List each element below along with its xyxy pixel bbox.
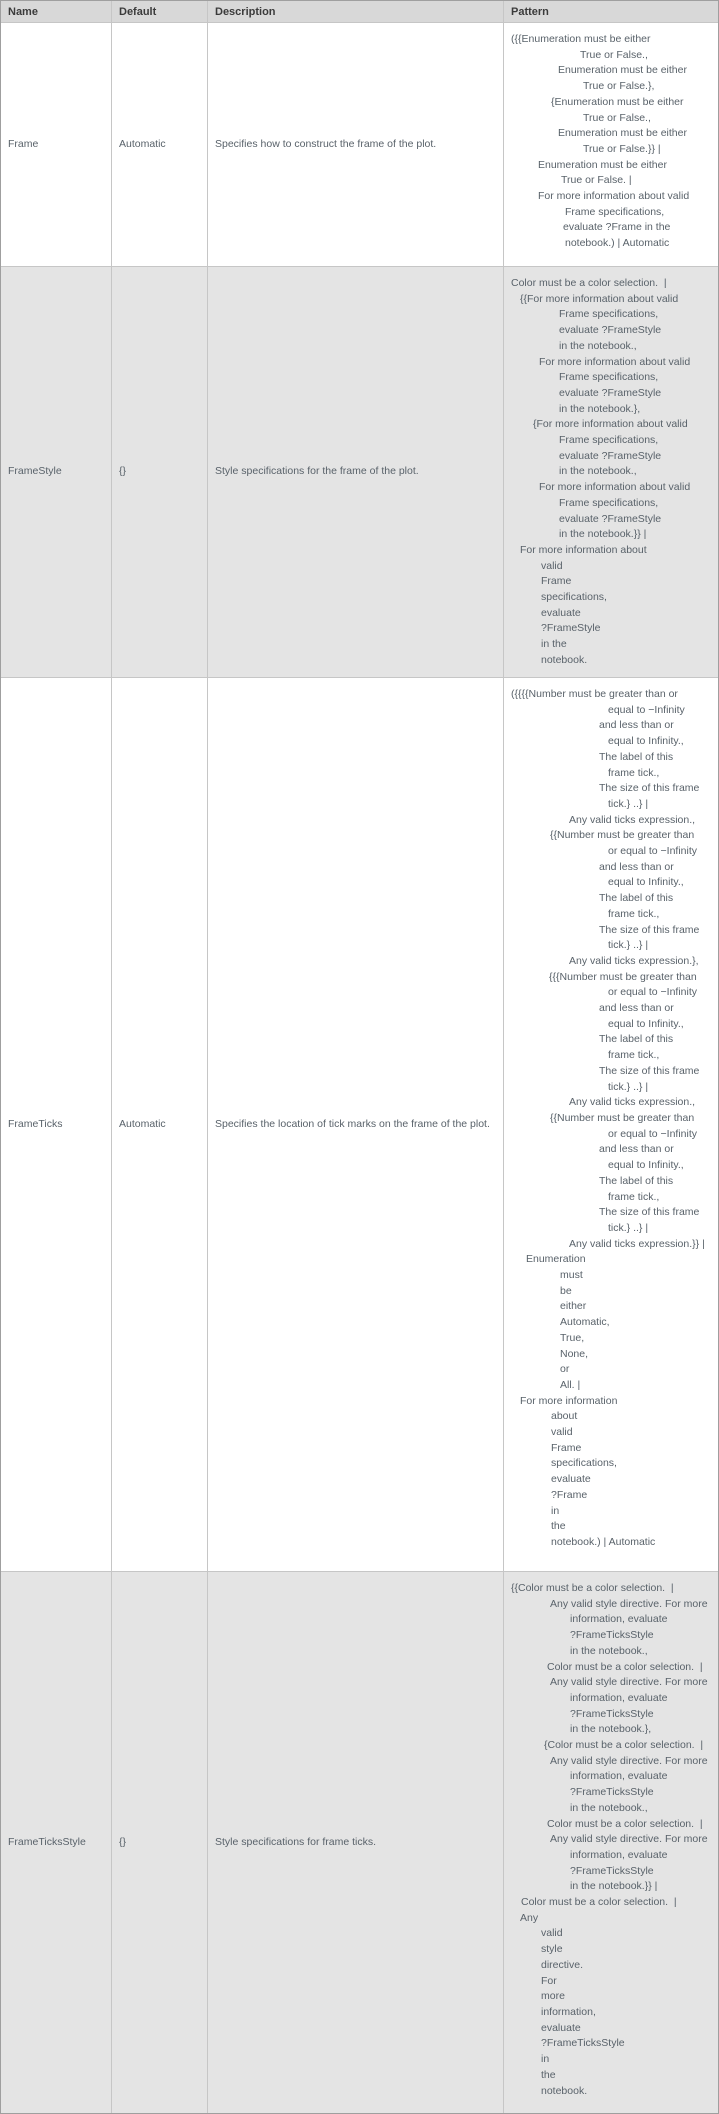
cell-pattern: ({{{{Number must be greater than or equal to −Infinity and less than or equal to Infinity., The label of this frame tick., The size of this frame tick.} ..} | Any valid ticks expression., {{Number must be greater than or equal to −Infinity and less than or equal to Infinity., The label of this frame tick., The size of this frame tick.} ..} | Any valid ticks expression.}, {{{Number must be greater than or equal to −Infinity and less than or equal to Infinity., The label of this frame tick., The size of this frame tick.} ..} | Any valid ticks expression., {{Number must be greater than or equal to −Infinity and less than or equal to Infinity., The label of this frame tick., The size of this frame tick.} ..} | Any valid ticks expression.}} | Enumeration must be either Automatic, True, None, or All. | For more information about valid Frame specifications, evaluate ?Frame in the notebook.) | Automatic	[511, 688, 705, 1548]
table-row-frametickstyle	[1, 1572, 718, 2113]
table-row-frame	[1, 23, 718, 267]
column-header-pattern: Pattern	[511, 5, 549, 18]
cell-default: {}	[112, 1572, 208, 2113]
cell-pattern: ({{Enumeration must be either True or False., Enumeration must be either True or False.}, {Enumeration must be either True or False., Enumeration must be either True or False.}} | Enumeration must be either True or False. | For more information about valid Frame specifications, evaluate ?Frame in the notebook.) | Automatic	[511, 33, 690, 250]
column-header-description: Description	[208, 1, 504, 22]
cell-description: Specifies the location of tick marks on the frame of the plot.	[208, 678, 504, 1571]
cell-pattern: {{Color must be a color selection. | Any valid style directive. For more information, evaluate ?FrameTicksStyle in the notebook., Color must be a color selection. | Any valid style directive. For more information, evaluate ?FrameTicksStyle in the notebook.}, {Color must be a color selection. | Any valid style directive. For more information, evaluate ?FrameTicksStyle in the notebook., Color must be a color selection. | Any valid style directive. For more information, evaluate ?FrameTicksStyle in the notebook.}} | Color must be a color selection. | Any valid style directive. For more information, evaluate ?FrameTicksStyle in the notebook.	[511, 1582, 708, 2097]
column-header-default: Default	[112, 1, 208, 22]
cell-name: Frame	[1, 23, 112, 266]
cell-description: Specifies how to construct the frame of the plot.	[208, 23, 504, 266]
cell-default: {}	[112, 267, 208, 677]
cell-default: Automatic	[112, 678, 208, 1571]
cell-default: Automatic	[112, 23, 208, 266]
table-row-framestyle	[1, 267, 718, 678]
cell-name: FrameTicks	[1, 678, 112, 1571]
cell-name: FrameTicksStyle	[1, 1572, 112, 2113]
table-row-frameticks	[1, 678, 718, 1572]
cell-pattern: Color must be a color selection. | {{For more information about valid Frame specifications, evaluate ?FrameStyle in the notebook., For more information about valid Frame specifications, evaluate ?FrameStyle in the notebook.}, {For more information about valid Frame specifications, evaluate ?FrameStyle in the notebook., For more information about valid Frame specifications, evaluate ?FrameStyle in the notebook.}} | For more information about valid Frame specifications, evaluate ?FrameStyle in the notebook.	[511, 277, 691, 666]
cell-name: FrameStyle	[1, 267, 112, 677]
cell-description: Style specifications for the frame of the plot.	[208, 267, 504, 677]
table-header-row	[1, 1, 718, 23]
cell-description: Style specifications for frame ticks.	[208, 1572, 504, 2113]
column-header-name: Name	[1, 1, 112, 22]
